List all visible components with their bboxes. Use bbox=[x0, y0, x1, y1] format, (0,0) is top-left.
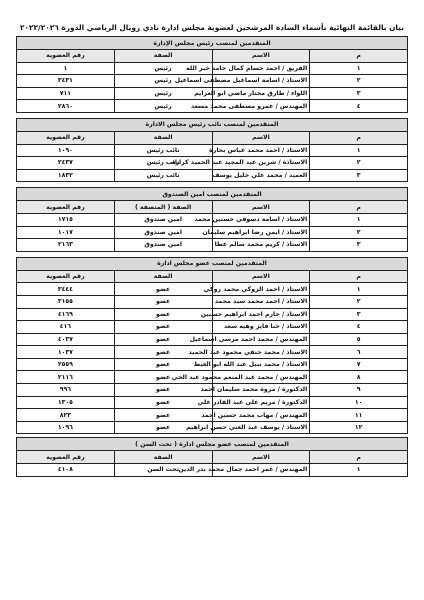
candidate-name: الفريق / احمد حسام كمال حامد خير الله bbox=[212, 62, 310, 75]
row-number: ١ bbox=[310, 213, 408, 226]
candidate-name: الدكتورة / مريم علي عبد القادر علي bbox=[212, 396, 310, 409]
row-number: ١ bbox=[310, 144, 408, 157]
column-header-member: رقم العضوية bbox=[17, 50, 115, 63]
candidate-role: عضو bbox=[114, 283, 212, 296]
table-row bbox=[17, 421, 408, 434]
candidate-role: عضو bbox=[114, 333, 212, 346]
table-header-row bbox=[17, 131, 408, 144]
table-row bbox=[17, 62, 408, 75]
candidate-role: رئيس bbox=[114, 75, 212, 88]
row-number: ٦ bbox=[310, 346, 408, 359]
row-number: ٩ bbox=[310, 384, 408, 397]
table-row bbox=[17, 346, 408, 359]
candidate-role: عضو bbox=[114, 321, 212, 334]
row-number: ١ bbox=[310, 283, 408, 296]
table-row bbox=[17, 226, 408, 239]
column-header-role: الصفة bbox=[114, 270, 212, 283]
column-header-name: الاسم bbox=[212, 270, 310, 283]
row-number: ٣ bbox=[310, 87, 408, 100]
section-table bbox=[16, 36, 408, 113]
table-row bbox=[17, 169, 408, 182]
candidate-name: الاستاذ / احمد محمد سيد محمد bbox=[212, 295, 310, 308]
section-title: المتقدمين لمنصب نائب رئيس مجلس الادارة bbox=[17, 118, 408, 131]
column-header-no: م bbox=[310, 50, 408, 63]
candidate-name: اللواء / طارق مختار ماضي ابو العزايم bbox=[212, 87, 310, 100]
candidate-name: الاستاذ / احمد الزوكي محمد زوكي bbox=[212, 283, 310, 296]
membership-number: ١٧١٥ bbox=[17, 213, 115, 226]
column-header-member: رقم العضوية bbox=[17, 270, 115, 283]
candidate-role: رئيس bbox=[114, 100, 212, 113]
candidate-name: الاستاذ / خنا فايز وهيه سعد bbox=[212, 321, 310, 334]
column-header-name: الاسم bbox=[212, 201, 310, 214]
table-row bbox=[17, 144, 408, 157]
candidate-role: نائب رئيس bbox=[114, 157, 212, 170]
table-header-row bbox=[17, 451, 408, 464]
column-header-role: الصفة bbox=[114, 451, 212, 464]
column-header-no: م bbox=[310, 201, 408, 214]
membership-number: ٧١١ bbox=[17, 87, 115, 100]
table-row bbox=[17, 100, 408, 113]
row-number: ١١ bbox=[310, 409, 408, 422]
candidate-role: عضو bbox=[114, 409, 212, 422]
section-title: المتقدمين لمنصب عضو مجلس ادارة ( تحت السن ) bbox=[17, 438, 408, 451]
row-number: ٢ bbox=[310, 157, 408, 170]
candidate-role: عضو bbox=[114, 295, 212, 308]
table-row bbox=[17, 384, 408, 397]
section-table bbox=[16, 257, 408, 435]
candidate-name: العميد / محمد علي خليل يوسف bbox=[212, 169, 310, 182]
candidate-name: المهندس / مهاب محمد حسين احمد bbox=[212, 409, 310, 422]
section-title: المتقدمين لمنصب عضو مجلس ادارة bbox=[17, 257, 408, 270]
membership-number: ٣٤٣١ bbox=[17, 75, 115, 88]
table-row bbox=[17, 239, 408, 252]
membership-number: ١٠٩٦ bbox=[17, 421, 115, 434]
candidate-name: الاستاذ / احمد محمد عباس بحارة bbox=[212, 144, 310, 157]
candidate-role: رئيس bbox=[114, 62, 212, 75]
membership-number: ٣١٥٥ bbox=[17, 295, 115, 308]
candidate-name: الاستاذ / اسامة اسماعيل مصطفى اسماعيل bbox=[212, 75, 310, 88]
row-number: ١٠ bbox=[310, 396, 408, 409]
candidate-name: المهندس / محمد عبد المنعم محمود عبد الحي bbox=[212, 371, 310, 384]
membership-number: ٢١١٦ bbox=[17, 371, 115, 384]
table-row bbox=[17, 358, 408, 371]
candidate-role: عضو bbox=[114, 384, 212, 397]
table-row bbox=[17, 308, 408, 321]
row-number: ٥ bbox=[310, 333, 408, 346]
candidate-name: الدكتورة / مروة محمد سليمان احمد bbox=[212, 384, 310, 397]
membership-number: ١٠١٧ bbox=[17, 226, 115, 239]
row-number: ٨ bbox=[310, 371, 408, 384]
section-title: المتقدمين لمنصب رئيس مجلس الإدارة bbox=[17, 37, 408, 50]
table-row bbox=[17, 409, 408, 422]
membership-number: ٣٤٤٤ bbox=[17, 283, 115, 296]
column-header-member: رقم العضوية bbox=[17, 201, 115, 214]
column-header-member: رقم العضوية bbox=[17, 131, 115, 144]
candidate-name: الاستاذ / كريم محمد سالم عطا bbox=[212, 239, 310, 252]
membership-number: ٨٢٣ bbox=[17, 409, 115, 422]
membership-number: ١٠٩٠ bbox=[17, 144, 115, 157]
row-number: ٣ bbox=[310, 239, 408, 252]
row-number: ٤ bbox=[310, 321, 408, 334]
table-row bbox=[17, 87, 408, 100]
candidate-name: المهندس / عمر احمد جمال محمد بدر الدين bbox=[212, 464, 310, 477]
candidate-role: عضو bbox=[114, 308, 212, 321]
membership-number: ١٠٣٧ bbox=[17, 346, 115, 359]
membership-number: ١ bbox=[17, 62, 115, 75]
table-header-row bbox=[17, 50, 408, 63]
membership-number: ٤١٦ bbox=[17, 321, 115, 334]
table-row bbox=[17, 464, 408, 477]
column-header-name: الاسم bbox=[212, 131, 310, 144]
row-number: ٣ bbox=[310, 169, 408, 182]
candidate-name: المهندس / عمرو مصطفى محمد مسعد bbox=[212, 100, 310, 113]
table-row bbox=[17, 333, 408, 346]
row-number: ٢ bbox=[310, 295, 408, 308]
column-header-no: م bbox=[310, 131, 408, 144]
row-number: ٢ bbox=[310, 75, 408, 88]
column-header-role: الصفة bbox=[114, 50, 212, 63]
candidate-role: تحت السن bbox=[114, 464, 212, 477]
membership-number: ٤١٠٨ bbox=[17, 464, 115, 477]
candidate-role: امين صندوق bbox=[114, 226, 212, 239]
candidate-role: عضو bbox=[114, 396, 212, 409]
column-header-name: الاسم bbox=[212, 50, 310, 63]
section-table bbox=[16, 437, 408, 476]
membership-number: ٩٩٦ bbox=[17, 384, 115, 397]
row-number: ٧ bbox=[310, 358, 408, 371]
section-table bbox=[16, 187, 408, 251]
candidate-role: نائب رئيس bbox=[114, 144, 212, 157]
candidate-role: عضو bbox=[114, 421, 212, 434]
table-row bbox=[17, 396, 408, 409]
section-title: المتقدمين لمنصب امين الصندوق bbox=[17, 188, 408, 201]
candidate-name: الاستاذ / ايمن رضا ابراهيم سليمان bbox=[212, 226, 310, 239]
column-header-role: الصفة ( المنصفة ) bbox=[114, 201, 212, 214]
table-header-row bbox=[17, 201, 408, 214]
membership-number: ١٨٣٢ bbox=[17, 169, 115, 182]
candidate-name: الاستاذ / محمد نبيل عبد الله ابو الغيط bbox=[212, 358, 310, 371]
table-row bbox=[17, 283, 408, 296]
candidate-role: امين صندوق bbox=[114, 213, 212, 226]
table-header-row bbox=[17, 270, 408, 283]
membership-number: ٢١٦٣ bbox=[17, 239, 115, 252]
candidate-role: عضو bbox=[114, 346, 212, 359]
candidate-role: عضو bbox=[114, 358, 212, 371]
candidate-name: الاستاذة / شرين عبد المجيد عبد الحميد كراره bbox=[212, 157, 310, 170]
column-header-no: م bbox=[310, 270, 408, 283]
candidate-role: عضو bbox=[114, 371, 212, 384]
row-number: ١٢ bbox=[310, 421, 408, 434]
candidate-name: الاستاذ / محمد حنفي محمود عبد الحميد bbox=[212, 346, 310, 359]
candidate-name: الاستاذ / يوسف عبد الغني حسن ابراهيم bbox=[212, 421, 310, 434]
table-row bbox=[17, 157, 408, 170]
candidate-sections bbox=[8, 36, 416, 477]
column-header-role: الصفة bbox=[114, 131, 212, 144]
membership-number: ٤١٦٩ bbox=[17, 308, 115, 321]
candidate-role: رئيس bbox=[114, 87, 212, 100]
table-row bbox=[17, 75, 408, 88]
table-row bbox=[17, 213, 408, 226]
table-row bbox=[17, 321, 408, 334]
column-header-no: م bbox=[310, 451, 408, 464]
document-title: بيان بالقائمة النهائية بأسماء السادة المرشحين لعضوية مجلس ادارة نادي رويال الرياضي الدورة ٢٠٢٢/٢٠٢٦ bbox=[20, 23, 404, 32]
column-header-member: رقم العضوية bbox=[17, 451, 115, 464]
candidate-name: الاستاذ / اسامة دسوقي حسنين محمد bbox=[212, 213, 310, 226]
membership-number: ٢٤٣٧ bbox=[17, 157, 115, 170]
row-number: ٤ bbox=[310, 100, 408, 113]
membership-number: ٢٥٥٩ bbox=[17, 358, 115, 371]
candidate-role: امين صندوق bbox=[114, 239, 212, 252]
row-number: ١ bbox=[310, 464, 408, 477]
candidate-name: الاستاذ / حازم احمد ابراهيم حسنين bbox=[212, 308, 310, 321]
row-number: ١ bbox=[310, 62, 408, 75]
row-number: ٣ bbox=[310, 308, 408, 321]
candidate-name: المهندس / محمد احمد مرسي اسماعيل bbox=[212, 333, 310, 346]
membership-number: ١٣٠٥ bbox=[17, 396, 115, 409]
membership-number: ٤٠٣٧ bbox=[17, 333, 115, 346]
candidate-role: نائب رئيس bbox=[114, 169, 212, 182]
section-table bbox=[16, 118, 408, 182]
table-row bbox=[17, 295, 408, 308]
table-row bbox=[17, 371, 408, 384]
column-header-name: الاسم bbox=[212, 451, 310, 464]
row-number: ٢ bbox=[310, 226, 408, 239]
membership-number: ٢٨٦٠ bbox=[17, 100, 115, 113]
